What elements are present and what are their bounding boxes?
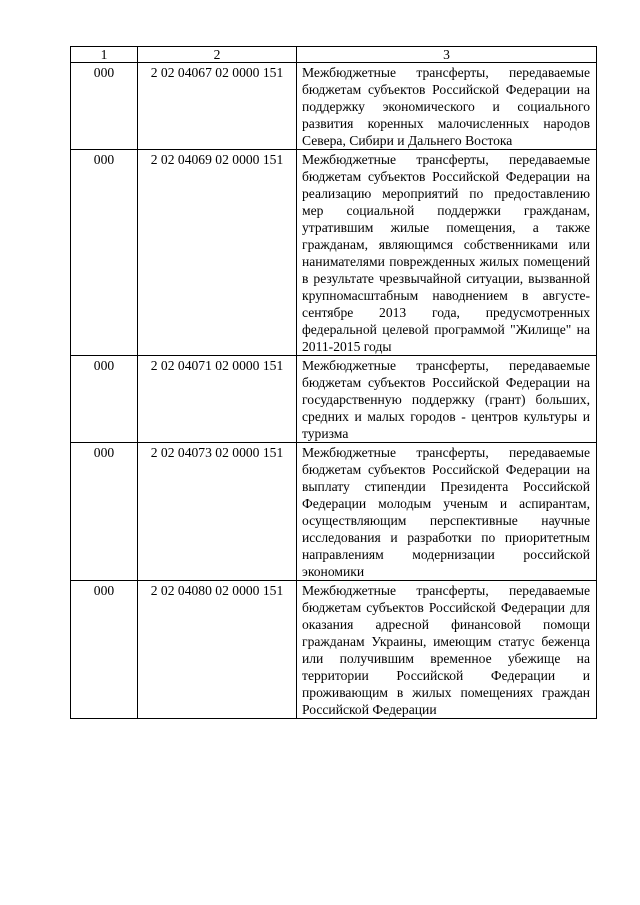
budget-code-cell: 2 02 04071 02 0000 151	[138, 356, 297, 443]
description-cell: Межбюджетные трансферты, передаваемые бюджетам субъектов Российской Федерации на выплату стипендии Президента Российской Федерации молодым ученым и аспирантам, осуществляющим перспективные научные исследования и разработки по приоритетным направлениям модернизации российской экономики	[297, 443, 597, 581]
table-row	[71, 150, 597, 356]
admin-code-cell: 000	[71, 150, 138, 356]
description-cell: Межбюджетные трансферты, передаваемые бюджетам субъектов Российской Федерации на государственную поддержку (грант) больших, средних и малых городов - центров культуры и туризма	[297, 356, 597, 443]
description-cell: Межбюджетные трансферты, передаваемые бюджетам субъектов Российской Федерации на реализацию мероприятий по предоставлению мер социальной поддержки гражданам, утратившим жилые помещения, а также гражданам, являющимся собственниками или нанимателями поврежденных жилых помещений в результате чрезвычайной ситуации, вызванной крупномасштабным наводнением в августе-сентябре 2013 года, предусмотренных федеральной целевой программой "Жилище" на 2011-2015 годы	[297, 150, 597, 356]
budget-code-cell: 2 02 04067 02 0000 151	[138, 63, 297, 150]
budget-code-cell: 2 02 04073 02 0000 151	[138, 443, 297, 581]
admin-code-cell: 000	[71, 356, 138, 443]
column-header-2: 2	[138, 47, 297, 63]
budget-code-cell: 2 02 04080 02 0000 151	[138, 581, 297, 719]
description-cell: Межбюджетные трансферты, передаваемые бюджетам субъектов Российской Федерации для оказания адресной финансовой помощи гражданам Украины, имеющим статус беженца или получившим временное убежище на территории Российской Федерации и проживающим в жилых помещениях граждан Российской Федерации	[297, 581, 597, 719]
column-header-1: 1	[71, 47, 138, 63]
budget-code-cell: 2 02 04069 02 0000 151	[138, 150, 297, 356]
table-header	[71, 47, 597, 63]
header-row	[71, 47, 597, 63]
table-row	[71, 443, 597, 581]
admin-code-cell: 000	[71, 63, 138, 150]
admin-code-cell: 000	[71, 581, 138, 719]
table-row	[71, 63, 597, 150]
table-row	[71, 581, 597, 719]
table-row	[71, 356, 597, 443]
table-body	[71, 63, 597, 719]
admin-code-cell: 000	[71, 443, 138, 581]
description-cell: Межбюджетные трансферты, передаваемые бюджетам субъектов Российской Федерации на поддержку экономического и социального развития коренных малочисленных народов Севера, Сибири и Дальнего Востока	[297, 63, 597, 150]
column-header-3: 3	[297, 47, 597, 63]
budget-codes-table	[70, 46, 597, 719]
